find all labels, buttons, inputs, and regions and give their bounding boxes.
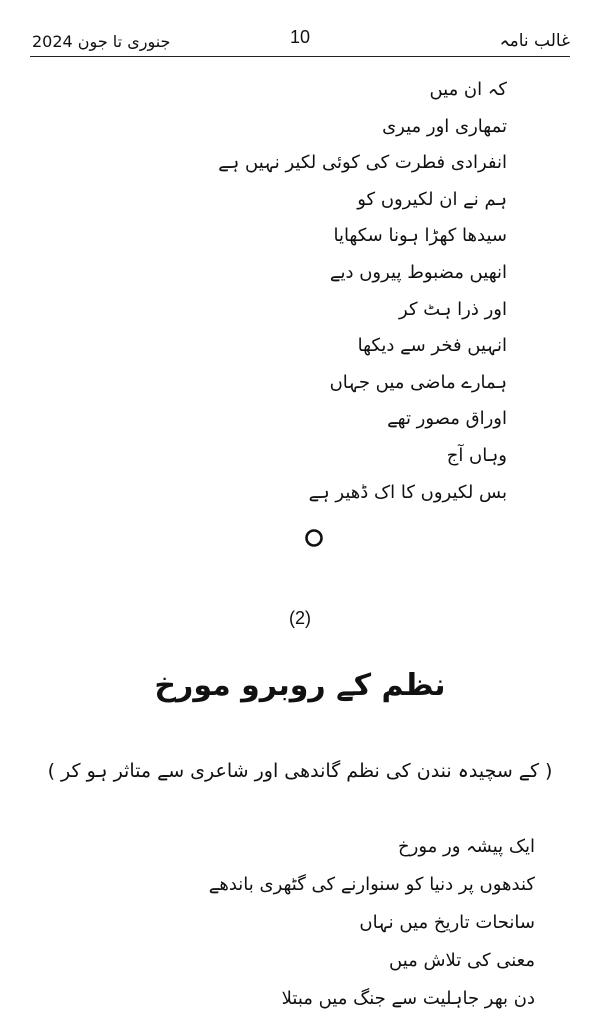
poem-line: سیدھا کھڑا ہونا سکھایا [333,225,507,247]
journal-title: غالب نامہ [499,31,570,51]
poem-2-title: نظم کے روبرو مورخ [154,668,446,703]
issue-date: جنوری تا جون 2024 [32,32,171,51]
poem-line: انھیں مضبوط پیروں دیے [329,261,507,283]
poem-line: ہم نے ان لکیروں کو [357,188,507,210]
poem-line: کندھوں پر دنیا کو سنوارنے کی گٹھری باندھے [208,874,535,895]
poem-1-body [87,72,507,511]
poem-line: ایک پیشہ ور مورخ [398,836,535,857]
poem-line: تمھاری اور میری [382,115,507,137]
poem-2-body [115,828,535,1018]
header-rule [30,56,570,57]
poem-line: دن بھر جاہلیت سے جنگ میں مبتلا [281,988,535,1009]
poem-2-dedication: ( کے سچیدہ نندن کی نظم گاندھی اور شاعری سے متاثر ہو کر ) [47,760,553,782]
poem-line: وہاں آج [446,444,507,466]
poem-line: انہیں فخر سے دیکھا [357,335,507,357]
poem-line: ہمارے ماضی میں جہاں [329,371,507,393]
poem-line: کہ ان میں [429,79,507,100]
poem-line: انفرادی فطرت کی کوئی لکیر نہیں ہے [218,152,507,174]
poem-line: بس لکیروں کا اک ڈھیر ہے [308,481,507,503]
poem-line: اور ذرا ہٹ کر [399,298,507,320]
poem-end-mark-icon [304,528,324,548]
poem-line: اوراق مصور تھے [387,408,507,430]
poem-line: معنی کی تلاش میں [389,950,535,971]
page-number: 10 [289,27,311,47]
section-number: (2) [289,608,311,628]
poem-line: سانحات تاریخ میں نہاں [359,912,535,933]
